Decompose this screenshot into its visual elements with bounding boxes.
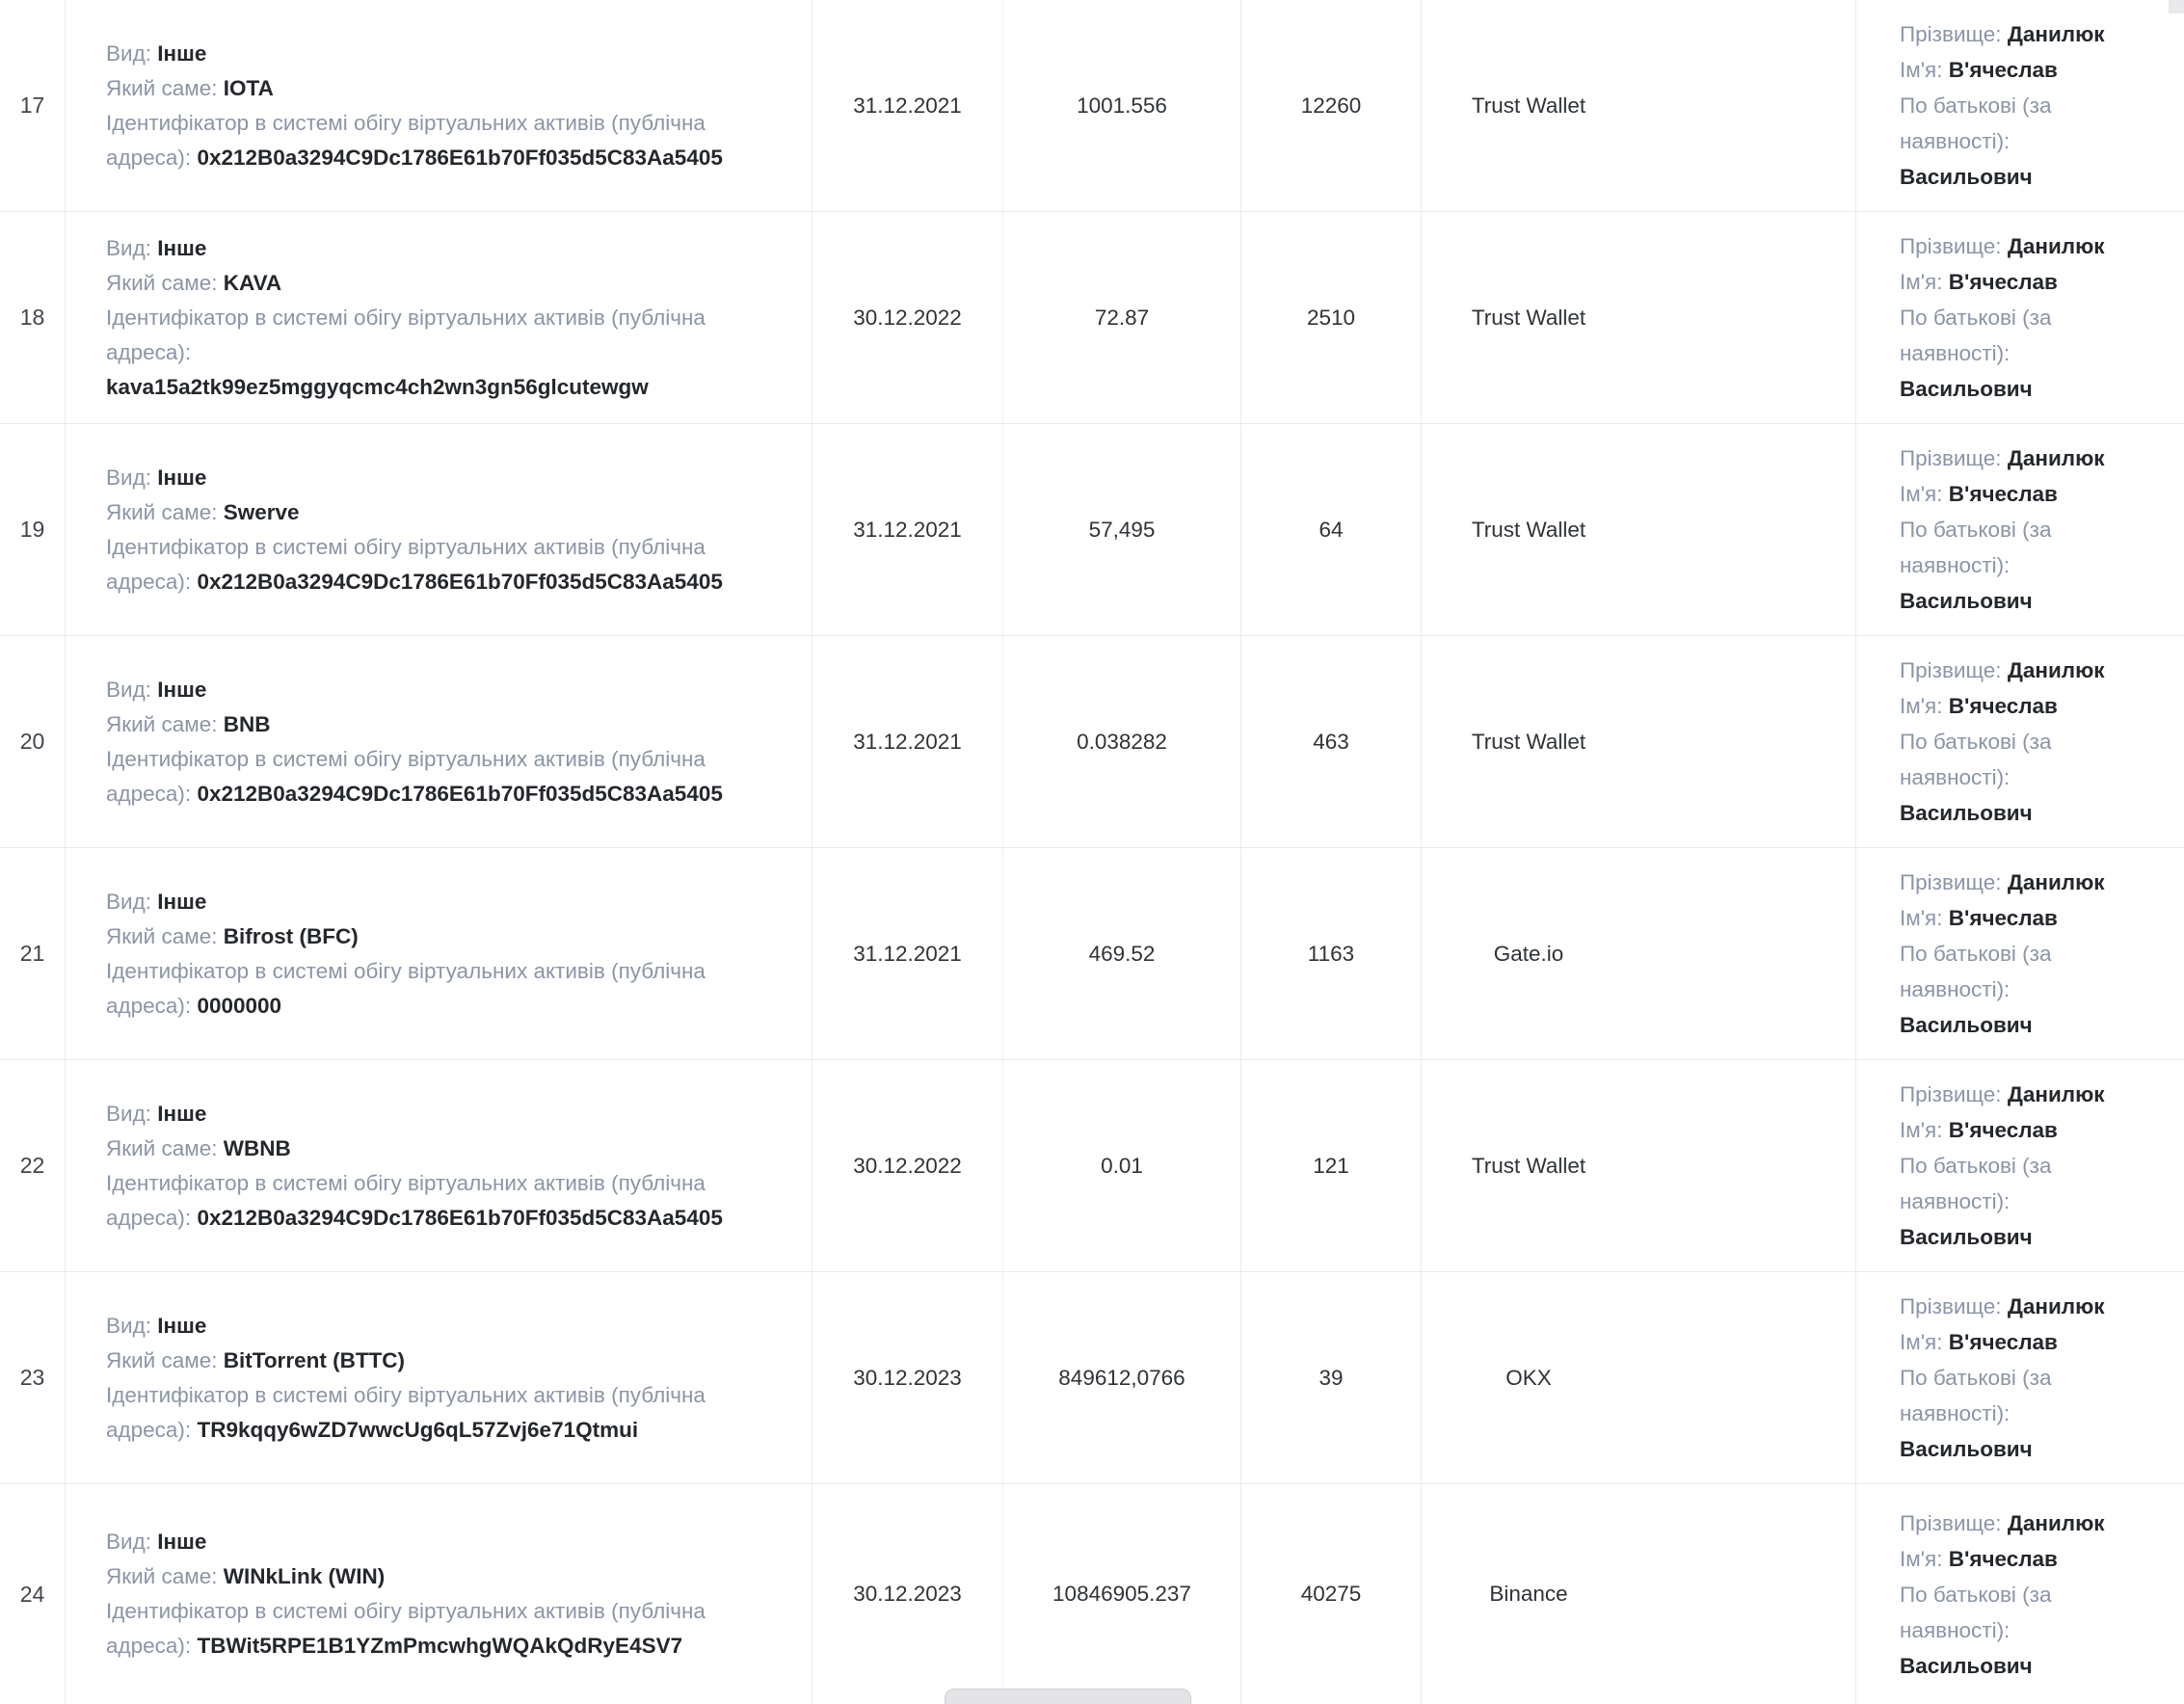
wallet-name: Trust Wallet <box>1471 1153 1586 1178</box>
which-label: Який саме: <box>106 1347 218 1372</box>
wallet-name: Trust Wallet <box>1471 517 1586 542</box>
row-number: 22 <box>0 1060 66 1271</box>
asset-description <box>106 1525 732 1664</box>
surname-label: Прізвище: <box>1900 1294 2002 1318</box>
firstname-label: Ім'я: <box>1900 694 1943 718</box>
surname-label: Прізвище: <box>1900 658 2002 682</box>
type-label: Вид: <box>106 677 151 702</box>
wallet-address: 0000000 <box>197 993 282 1018</box>
surname-value: Данилюк <box>2007 1082 2105 1106</box>
row-number: 23 <box>0 1272 66 1483</box>
asset-name: IOTA <box>223 75 274 100</box>
patronymic-value: Васильович <box>1900 801 2033 825</box>
firstname-label: Ім'я: <box>1900 906 1943 930</box>
type-label: Вид: <box>106 40 151 66</box>
wallet-address: 0x212B0a3294C9Dc1786E61b70Ff035d5C83Aa5405 <box>197 1205 723 1230</box>
identifier-label: Ідентифікатор в системі обігу віртуальних активів (публічна адреса): <box>106 746 706 806</box>
patronymic-label: По батькові (за наявності): <box>1900 1154 2052 1213</box>
which-label: Який саме: <box>106 923 218 948</box>
firstname-value: В'ячеслав <box>1948 270 2058 294</box>
firstname-value: В'ячеслав <box>1948 1330 2058 1354</box>
asset-amount: 72.87 <box>1003 212 1241 423</box>
wallet-address: TBWit5RPE1B1YZmPmcwhgWQAkQdRyE4SV7 <box>197 1634 683 1658</box>
firstname-label: Ім'я: <box>1900 1118 1943 1142</box>
person-cell <box>1856 0 2184 211</box>
patronymic-label: По батькові (за наявності): <box>1900 518 2052 577</box>
identifier-label: Ідентифікатор в системі обігу віртуальних активів (публічна адреса): <box>106 1170 706 1230</box>
patronymic-value: Васильович <box>1900 1653 2033 1678</box>
patronymic-value: Васильович <box>1900 1437 2033 1461</box>
asset-amount: 0.038282 <box>1003 636 1241 847</box>
table-row <box>0 848 2184 1060</box>
wallet-address: TR9kqqy6wZD7wwcUg6qL57Zvj6e71Qtmui <box>197 1417 639 1442</box>
person-info <box>1900 228 2128 407</box>
asset-name: BNB <box>223 711 271 736</box>
patronymic-label: По батькові (за наявності): <box>1900 306 2052 365</box>
wallet-name: Gate.io <box>1493 941 1564 966</box>
patronymic-value: Васильович <box>1900 1225 2033 1249</box>
surname-value: Данилюк <box>2007 446 2105 470</box>
row-number: 19 <box>0 424 66 635</box>
asset-description <box>106 885 732 1024</box>
identifier-label: Ідентифікатор в системі обігу віртуальних активів (публічна адреса): <box>106 110 706 170</box>
surname-label: Прізвище: <box>1900 1082 2002 1106</box>
person-info <box>1900 440 2128 619</box>
asset-name: WINkLink (WIN) <box>223 1564 386 1588</box>
wallet-address: 0x212B0a3294C9Dc1786E61b70Ff035d5C83Aa5405 <box>197 569 723 594</box>
surname-value: Данилюк <box>2007 234 2105 258</box>
type-value: Інше <box>157 889 207 914</box>
table-row <box>0 1272 2184 1484</box>
wallet-cell <box>1422 1060 1856 1271</box>
type-value: Інше <box>157 1530 207 1554</box>
asset-description-cell <box>66 1484 812 1704</box>
asset-count: 1163 <box>1241 848 1422 1059</box>
row-number: 18 <box>0 212 66 423</box>
asset-amount: 57,495 <box>1003 424 1241 635</box>
wallet-name: Binance <box>1489 1582 1568 1606</box>
patronymic-label: По батькові (за наявності): <box>1900 942 2052 1001</box>
surname-value: Данилюк <box>2007 1510 2105 1535</box>
asset-count: 2510 <box>1241 212 1422 423</box>
firstname-label: Ім'я: <box>1900 482 1943 506</box>
asset-name: WBNB <box>223 1135 291 1160</box>
asset-amount: 10846905.237 <box>1003 1484 1241 1704</box>
asset-name: Swerve <box>223 499 300 524</box>
asset-count: 39 <box>1241 1272 1422 1483</box>
wallet-address: 0x212B0a3294C9Dc1786E61b70Ff035d5C83Aa5405 <box>197 781 723 806</box>
person-info <box>1900 865 2128 1043</box>
surname-label: Прізвище: <box>1900 22 2002 46</box>
wallet-address: kava15a2tk99ez5mggyqcmc4ch2wn3gn56glcutewgw <box>106 374 649 399</box>
table-row <box>0 636 2184 848</box>
wallet-cell <box>1422 636 1856 847</box>
wallet-name: Trust Wallet <box>1471 93 1586 118</box>
asset-description <box>106 673 732 812</box>
type-label: Вид: <box>106 235 151 260</box>
asset-description-cell <box>66 848 812 1059</box>
firstname-label: Ім'я: <box>1900 1330 1943 1354</box>
firstname-label: Ім'я: <box>1900 58 1943 82</box>
identifier-label: Ідентифікатор в системі обігу віртуальних активів (публічна адреса): <box>106 1382 706 1442</box>
asset-count: 40275 <box>1241 1484 1422 1704</box>
firstname-value: В'ячеслав <box>1948 694 2058 718</box>
identifier-label: Ідентифікатор в системі обігу віртуальних активів (публічна адреса): <box>106 958 706 1018</box>
patronymic-value: Васильович <box>1900 377 2033 401</box>
wallet-cell <box>1422 1484 1856 1704</box>
surname-label: Прізвище: <box>1900 1510 2002 1535</box>
type-value: Інше <box>157 40 207 66</box>
row-number: 24 <box>0 1484 66 1704</box>
surname-label: Прізвище: <box>1900 446 2002 470</box>
valuation-date: 30.12.2023 <box>812 1484 1003 1704</box>
person-cell <box>1856 212 2184 423</box>
which-label: Який саме: <box>106 711 218 736</box>
identifier-label: Ідентифікатор в системі обігу віртуальних активів (публічна адреса): <box>106 534 706 594</box>
person-cell <box>1856 1060 2184 1271</box>
valuation-date: 30.12.2023 <box>812 1272 1003 1483</box>
asset-description-cell <box>66 1060 812 1271</box>
which-label: Який саме: <box>106 499 218 524</box>
valuation-date: 30.12.2022 <box>812 212 1003 423</box>
asset-amount: 1001.556 <box>1003 0 1241 211</box>
firstname-value: В'ячеслав <box>1948 1118 2058 1142</box>
type-label: Вид: <box>106 889 151 914</box>
identifier-label: Ідентифікатор в системі обігу віртуальних активів (публічна адреса): <box>106 305 706 364</box>
wallet-cell <box>1422 848 1856 1059</box>
type-value: Інше <box>157 465 207 490</box>
asset-count: 12260 <box>1241 0 1422 211</box>
type-label: Вид: <box>106 1313 151 1338</box>
which-label: Який саме: <box>106 1564 218 1588</box>
asset-name: BitTorrent (BTTC) <box>223 1347 406 1372</box>
patronymic-value: Васильович <box>1900 165 2033 189</box>
type-value: Інше <box>157 1313 207 1338</box>
row-number: 20 <box>0 636 66 847</box>
wallet-address: 0x212B0a3294C9Dc1786E61b70Ff035d5C83Aa5405 <box>197 145 723 170</box>
asset-description-cell <box>66 0 812 211</box>
person-info <box>1900 652 2128 831</box>
wallet-cell <box>1422 424 1856 635</box>
person-info <box>1900 1505 2128 1684</box>
patronymic-label: По батькові (за наявності): <box>1900 1582 2052 1642</box>
type-value: Інше <box>157 677 207 702</box>
patronymic-value: Васильович <box>1900 589 2033 613</box>
valuation-date: 31.12.2021 <box>812 424 1003 635</box>
asset-description <box>106 231 732 405</box>
person-info <box>1900 1077 2128 1255</box>
firstname-value: В'ячеслав <box>1948 482 2058 506</box>
wallet-name: OKX <box>1505 1365 1552 1390</box>
firstname-label: Ім'я: <box>1900 1546 1943 1571</box>
person-cell <box>1856 1484 2184 1704</box>
asset-description-cell <box>66 212 812 423</box>
table-row <box>0 212 2184 424</box>
firstname-value: В'ячеслав <box>1948 906 2058 930</box>
asset-name: KAVA <box>223 270 282 295</box>
scrollbar-fragment <box>2169 0 2184 13</box>
person-cell <box>1856 848 2184 1059</box>
patronymic-label: По батькові (за наявності): <box>1900 1366 2052 1425</box>
table-row <box>0 424 2184 636</box>
surname-value: Данилюк <box>2007 22 2105 46</box>
firstname-value: В'ячеслав <box>1948 58 2058 82</box>
surname-label: Прізвище: <box>1900 870 2002 894</box>
asset-description <box>106 461 732 599</box>
asset-count: 463 <box>1241 636 1422 847</box>
asset-count: 121 <box>1241 1060 1422 1271</box>
wallet-name: Trust Wallet <box>1471 729 1586 754</box>
pagination-button[interactable] <box>945 1689 1191 1704</box>
type-value: Інше <box>157 1101 207 1126</box>
identifier-label: Ідентифікатор в системі обігу віртуальних активів (публічна адреса): <box>106 1599 706 1658</box>
which-label: Який саме: <box>106 270 218 295</box>
valuation-date: 30.12.2022 <box>812 1060 1003 1271</box>
type-value: Інше <box>157 235 207 260</box>
asset-amount: 0.01 <box>1003 1060 1241 1271</box>
asset-description <box>106 1309 732 1448</box>
table-row <box>0 1484 2184 1704</box>
row-number: 21 <box>0 848 66 1059</box>
asset-description <box>106 37 732 175</box>
person-info <box>1900 1289 2128 1467</box>
asset-count: 64 <box>1241 424 1422 635</box>
firstname-label: Ім'я: <box>1900 270 1943 294</box>
asset-name: Bifrost (BFC) <box>223 923 359 948</box>
asset-amount: 849612,0766 <box>1003 1272 1241 1483</box>
valuation-date: 31.12.2021 <box>812 0 1003 211</box>
person-cell <box>1856 636 2184 847</box>
valuation-date: 31.12.2021 <box>812 636 1003 847</box>
surname-value: Данилюк <box>2007 870 2105 894</box>
which-label: Який саме: <box>106 75 218 100</box>
wallet-cell <box>1422 212 1856 423</box>
surname-value: Данилюк <box>2007 658 2105 682</box>
which-label: Який саме: <box>106 1135 218 1160</box>
wallet-name: Trust Wallet <box>1471 305 1586 330</box>
wallet-cell <box>1422 1272 1856 1483</box>
person-info <box>1900 16 2128 195</box>
patronymic-label: По батькові (за наявності): <box>1900 93 2052 153</box>
row-number: 17 <box>0 0 66 211</box>
asset-description <box>106 1097 732 1236</box>
type-label: Вид: <box>106 1101 151 1126</box>
asset-description-cell <box>66 636 812 847</box>
surname-label: Прізвище: <box>1900 234 2002 258</box>
asset-amount: 469.52 <box>1003 848 1241 1059</box>
type-label: Вид: <box>106 465 151 490</box>
asset-description-cell <box>66 1272 812 1483</box>
person-cell <box>1856 424 2184 635</box>
wallet-cell <box>1422 0 1856 211</box>
firstname-value: В'ячеслав <box>1948 1546 2058 1571</box>
table-row <box>0 0 2184 212</box>
surname-value: Данилюк <box>2007 1294 2105 1318</box>
patronymic-value: Васильович <box>1900 1013 2033 1037</box>
asset-description-cell <box>66 424 812 635</box>
table-row <box>0 1060 2184 1272</box>
type-label: Вид: <box>106 1530 151 1554</box>
person-cell <box>1856 1272 2184 1483</box>
patronymic-label: По батькові (за наявності): <box>1900 730 2052 789</box>
valuation-date: 31.12.2021 <box>812 848 1003 1059</box>
